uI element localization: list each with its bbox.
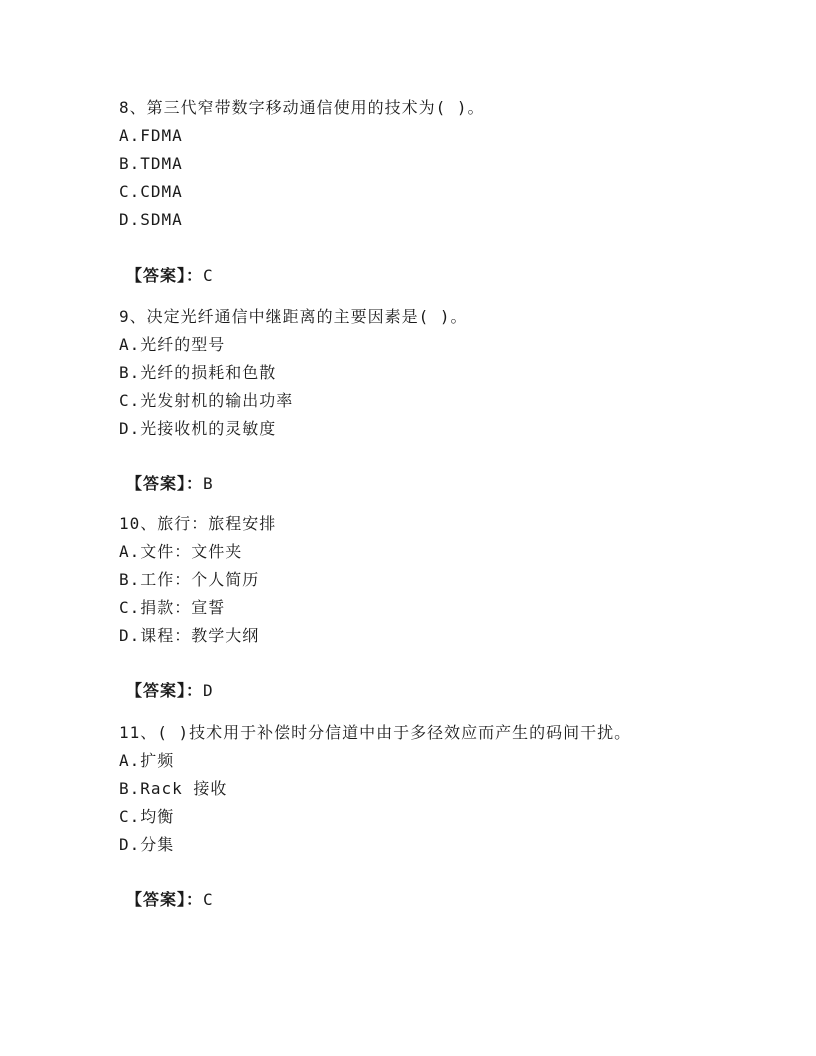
option-c: C.均衡 bbox=[119, 807, 175, 826]
option-a: A.扩频 bbox=[119, 751, 175, 770]
question-8 bbox=[119, 94, 759, 234]
option-a: A.文件：文件夹 bbox=[119, 542, 243, 561]
option-d: D.课程：教学大纲 bbox=[119, 626, 260, 645]
option-d: D.分集 bbox=[119, 835, 175, 854]
option-c: C.CDMA bbox=[119, 182, 183, 201]
answer-value: C bbox=[203, 890, 214, 909]
answer-8 bbox=[126, 262, 214, 290]
answer-11 bbox=[126, 886, 214, 914]
option-b: B.光纤的损耗和色散 bbox=[119, 363, 277, 382]
answer-label: 【答案】： bbox=[126, 266, 204, 285]
question-10 bbox=[119, 510, 759, 650]
answer-value: B bbox=[203, 474, 214, 493]
answer-value: C bbox=[203, 266, 214, 285]
option-c: C.光发射机的输出功率 bbox=[119, 391, 294, 410]
answer-label: 【答案】： bbox=[126, 890, 204, 909]
question-stem: 8、第三代窄带数字移动通信使用的技术为( )。 bbox=[119, 98, 485, 117]
answer-10 bbox=[126, 677, 214, 705]
option-d: D.SDMA bbox=[119, 210, 183, 229]
option-a: A.光纤的型号 bbox=[119, 335, 226, 354]
option-d: D.光接收机的灵敏度 bbox=[119, 419, 277, 438]
question-stem: 11、( )技术用于补偿时分信道中由于多径效应而产生的码间干扰。 bbox=[119, 723, 632, 742]
answer-label: 【答案】： bbox=[126, 474, 204, 493]
answer-9 bbox=[126, 470, 214, 498]
question-9 bbox=[119, 303, 759, 443]
question-11 bbox=[119, 719, 759, 859]
option-b: B.工作：个人简历 bbox=[119, 570, 260, 589]
option-a: A.FDMA bbox=[119, 126, 183, 145]
option-b: B.TDMA bbox=[119, 154, 183, 173]
question-stem: 10、旅行：旅程安排 bbox=[119, 514, 277, 533]
question-stem: 9、决定光纤通信中继距离的主要因素是( )。 bbox=[119, 307, 468, 326]
answer-value: D bbox=[203, 681, 214, 700]
answer-label: 【答案】： bbox=[126, 681, 204, 700]
option-c: C.捐款：宣誓 bbox=[119, 598, 226, 617]
option-b: B.Rack 接收 bbox=[119, 779, 228, 798]
